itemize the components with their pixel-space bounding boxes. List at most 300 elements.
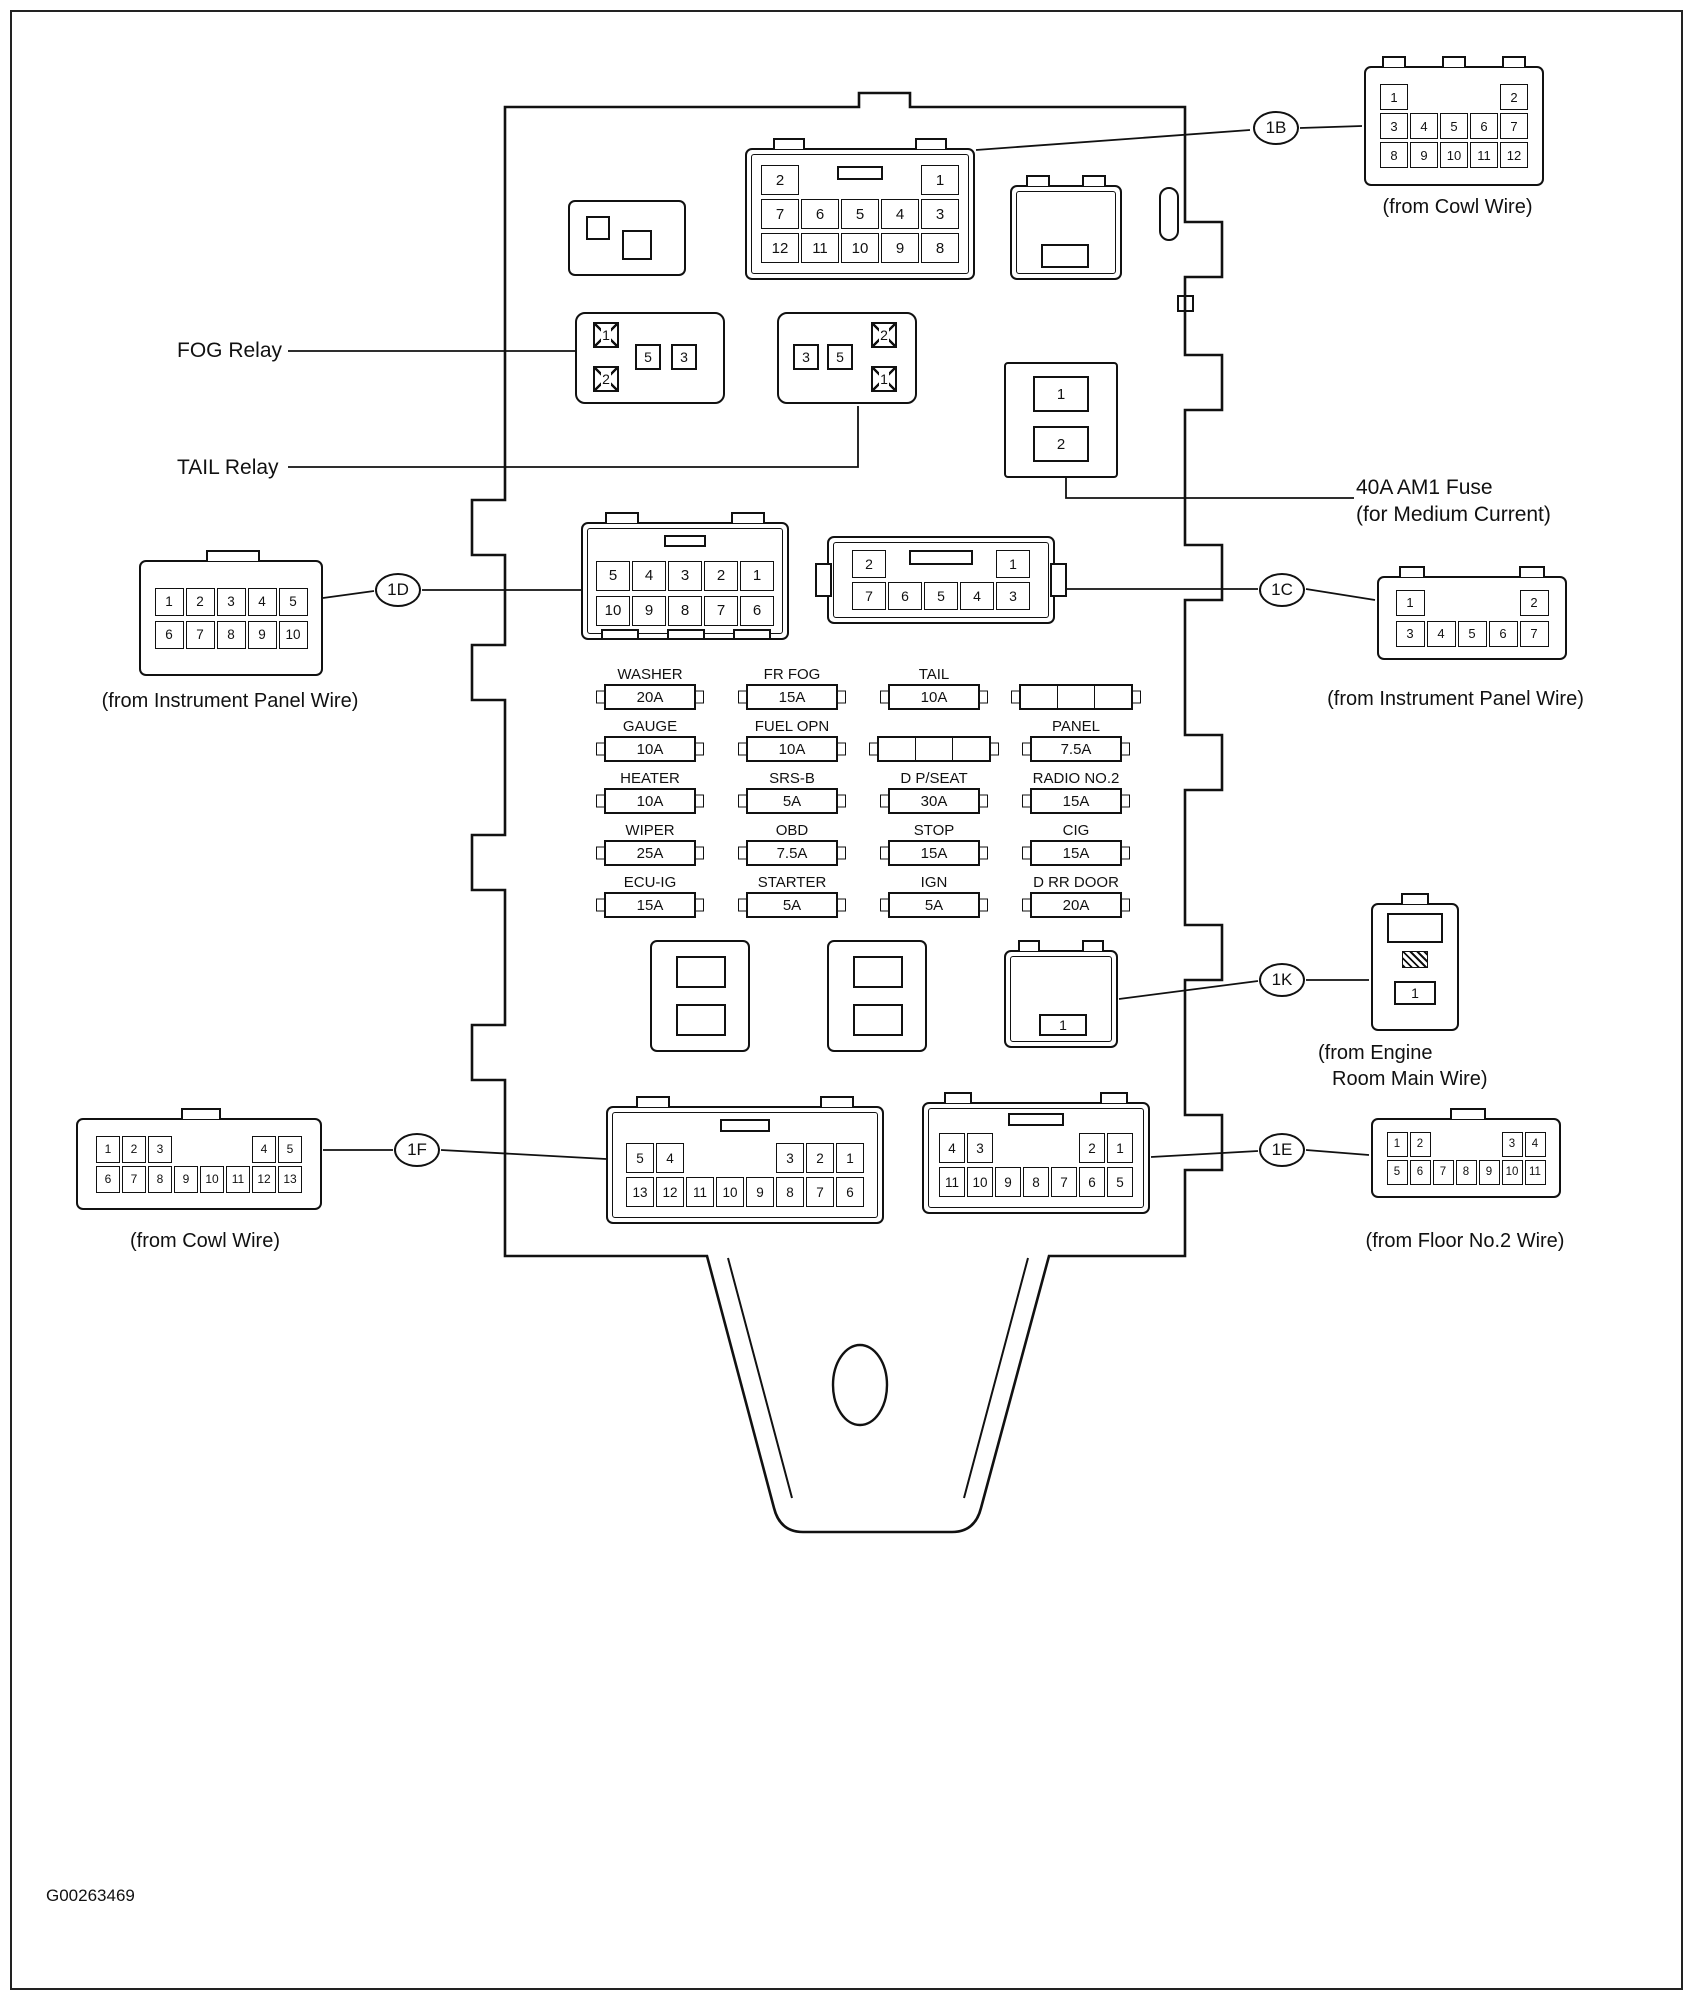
connector-tab — [1018, 940, 1040, 951]
fuse-name — [932, 718, 936, 736]
pin-cell: 1 — [996, 550, 1030, 578]
fuse-amp: 5A — [888, 892, 980, 918]
fuse-cell — [746, 822, 838, 866]
fuse-amp: 7.5A — [1030, 736, 1122, 762]
pin-grid — [614, 1134, 876, 1216]
callout-1e: 1E — [1259, 1133, 1305, 1167]
plug-hatch-detail — [1402, 951, 1428, 968]
pin-gap — [174, 1136, 198, 1163]
pin-row — [96, 1136, 302, 1163]
fuse-blank-segment — [1057, 686, 1094, 708]
leader-1d — [323, 591, 374, 598]
fuse-blank-segment — [915, 738, 952, 760]
fuse-cell — [604, 822, 696, 866]
connector-tab — [1502, 56, 1526, 67]
fuse-blank-segment — [1021, 686, 1057, 708]
connector-main-mid-right — [827, 536, 1055, 624]
pin-gap — [226, 1136, 250, 1163]
connector-tab — [1100, 1092, 1128, 1103]
pin-cell: 2 — [122, 1136, 146, 1163]
pin-cell: 4 — [1410, 113, 1438, 139]
trapezoid-inner-line — [728, 1258, 792, 1498]
fuse-name: FUEL OPN — [754, 718, 830, 735]
caption-cowl-wire-top: (from Cowl Wire) — [1382, 196, 1533, 218]
pin-cell: 6 — [888, 582, 922, 610]
plug-cavity — [1387, 913, 1443, 943]
connector-tab — [1519, 566, 1545, 577]
connector-tab — [944, 1092, 972, 1103]
fuse-cell — [604, 874, 696, 918]
pin-cell: 4 — [960, 582, 994, 610]
connector-main-bottom-left — [606, 1106, 884, 1224]
fuse-blank-segment — [1094, 686, 1131, 708]
fuse-amp: 20A — [1030, 892, 1122, 918]
pin-cell: 6 — [96, 1166, 120, 1193]
pin-cell: 1 — [1380, 84, 1408, 110]
pin-cell: 9 — [174, 1166, 198, 1193]
pin-gap — [1458, 590, 1487, 616]
fuse-cell — [746, 770, 838, 814]
connector-1f-plug — [76, 1118, 322, 1210]
pin-cell: 4 — [1427, 621, 1456, 647]
fuse-name — [1074, 666, 1078, 684]
am1-fuse-block — [1004, 362, 1118, 478]
pin-cell: 13 — [626, 1177, 654, 1207]
fuse-amp: 30A — [888, 788, 980, 814]
fuse-amp: 20A — [604, 684, 696, 710]
leader-1e — [1306, 1150, 1369, 1155]
fuse-name: SRS-B — [769, 770, 815, 787]
connector-1b-plug — [1364, 66, 1544, 186]
relay-pin: 5 — [635, 344, 661, 370]
pin-cell: 2 — [186, 588, 215, 616]
connector-latch — [664, 535, 706, 547]
pin-cell: 5 — [1458, 621, 1487, 647]
pin-cell: 6 — [836, 1177, 864, 1207]
pin-gap — [801, 165, 839, 195]
fuse-grid — [579, 666, 1147, 926]
connector-top-right-socket — [1010, 185, 1122, 280]
pin-cell: 1 — [155, 588, 184, 616]
socket-cavity — [853, 1004, 903, 1036]
pin-row — [939, 1133, 1133, 1163]
pin-cell: 5 — [596, 561, 630, 591]
relay-pin: 2 — [593, 366, 619, 392]
relay-socket-a — [650, 940, 750, 1052]
pin-cell: 3 — [1396, 621, 1425, 647]
pin-cell: 7 — [1051, 1167, 1077, 1197]
pin-cell: 7 — [122, 1166, 146, 1193]
pin-cell: 9 — [248, 621, 277, 649]
pin-cell: 9 — [881, 233, 919, 263]
fuse-cell — [604, 770, 696, 814]
pin-row — [596, 561, 774, 591]
connector-tab — [1382, 56, 1406, 67]
fuse-cell — [604, 718, 696, 762]
pin-cell: 3 — [668, 561, 702, 591]
pin-cell: 3 — [967, 1133, 993, 1163]
pin-cell: 4 — [939, 1133, 965, 1163]
fuse-cell — [1030, 718, 1122, 762]
fuse-name: WIPER — [625, 822, 675, 839]
fuse-name: D P/SEAT — [900, 770, 968, 787]
connector-tab — [206, 550, 260, 561]
pin-cell: 10 — [716, 1177, 744, 1207]
am1-fuse-cavity: 2 — [1033, 426, 1089, 462]
pin-cell: 7 — [761, 199, 799, 229]
pin-cell: 1 — [1107, 1133, 1133, 1163]
fuse-name: PANEL — [1051, 718, 1101, 735]
pin-cell: 3 — [1380, 113, 1408, 139]
pin-cell: 8 — [1023, 1167, 1049, 1197]
pin-cell: 8 — [217, 621, 246, 649]
pin-cell: 5 — [1107, 1167, 1133, 1197]
pin-cell: 5 — [279, 588, 308, 616]
connector-1d-plug — [139, 560, 323, 676]
pin-cell: 1 — [921, 165, 959, 195]
pin-gap — [1051, 1133, 1077, 1163]
pin-cell: 5 — [841, 199, 879, 229]
fuse-name: TAIL — [918, 666, 950, 683]
pin-cell: 4 — [248, 588, 277, 616]
pin-cell: 3 — [921, 199, 959, 229]
pin-cell: 4 — [252, 1136, 276, 1163]
connector-tab — [1082, 940, 1104, 951]
fuse-name: STOP — [913, 822, 955, 839]
fuse-name: ECU-IG — [623, 874, 677, 891]
pin-cell: 2 — [1520, 590, 1549, 616]
callout-1k: 1K — [1259, 963, 1305, 997]
fuse-cell — [1030, 874, 1122, 918]
pin-cell: 11 — [686, 1177, 714, 1207]
tail-relay — [777, 312, 917, 404]
connector-tab — [636, 1096, 670, 1107]
fuse-amp: 5A — [746, 892, 838, 918]
pin-gap — [1440, 84, 1468, 110]
pin-gap — [1470, 84, 1498, 110]
pin-grid — [1385, 584, 1559, 652]
pin-row — [939, 1167, 1133, 1197]
pin-cell: 10 — [841, 233, 879, 263]
pin-gap — [1479, 1132, 1500, 1157]
fuse-name: CIG — [1062, 822, 1090, 839]
connector-1c-plug — [1377, 576, 1567, 660]
fuse-name: FR FOG — [763, 666, 821, 683]
pin-cell: 5 — [626, 1143, 654, 1173]
pin-row — [1396, 621, 1549, 647]
pin-gap — [746, 1143, 774, 1173]
pin-cell: 12 — [1500, 142, 1528, 168]
pin-cell: 6 — [1079, 1167, 1105, 1197]
callout-1d: 1D — [375, 573, 421, 607]
pin-cell: 6 — [155, 621, 184, 649]
fuse-name: IGN — [920, 874, 948, 891]
fuse-amp: 15A — [1030, 788, 1122, 814]
pin-cell: 12 — [761, 233, 799, 263]
pin-row — [596, 596, 774, 626]
pin-cell: 5 — [1387, 1160, 1408, 1185]
connector-tab — [820, 1096, 854, 1107]
edge-slot — [1160, 188, 1178, 240]
socket-cavity — [622, 230, 652, 260]
pin-gap — [881, 165, 919, 195]
caption-instrument-panel-left: (from Instrument Panel Wire) — [101, 690, 359, 712]
socket-pin: 1 — [1039, 1014, 1087, 1036]
callout-1c: 1C — [1259, 573, 1305, 607]
pin-gap — [1456, 1132, 1477, 1157]
pin-row — [1396, 590, 1549, 616]
pin-cell: 2 — [852, 550, 886, 578]
pin-cell: 7 — [1433, 1160, 1454, 1185]
pin-row — [1380, 113, 1528, 139]
pin-cell: 7 — [186, 621, 215, 649]
connector-tab — [1401, 893, 1429, 904]
connector-tab — [605, 512, 639, 523]
fuse-cell — [1030, 822, 1122, 866]
relay-pin: 2 — [871, 322, 897, 348]
fuse-name: GAUGE — [622, 718, 678, 735]
pin-cell: 10 — [596, 596, 630, 626]
fuse-amp: 7.5A — [746, 840, 838, 866]
connector-1k-plug — [1371, 903, 1459, 1031]
fuse-name: WASHER — [617, 666, 683, 683]
pin-cell: 9 — [746, 1177, 774, 1207]
pin-cell: 7 — [704, 596, 738, 626]
fuse-blank-segment — [952, 738, 989, 760]
pin-row — [852, 582, 1030, 610]
pin-cell: 1 — [1396, 590, 1425, 616]
pin-cell: 12 — [252, 1166, 276, 1193]
pin-gap — [995, 1133, 1021, 1163]
fuse-amp: 5A — [746, 788, 838, 814]
relay-pin: 3 — [671, 344, 697, 370]
pin-cell: 11 — [1470, 142, 1498, 168]
pin-cell: 1 — [740, 561, 774, 591]
fuse-cell — [1030, 770, 1122, 814]
pin-cell: 8 — [148, 1166, 172, 1193]
pin-cell: 1 — [1387, 1132, 1408, 1157]
pin-cell: 9 — [995, 1167, 1021, 1197]
fuse-amp: 10A — [604, 736, 696, 762]
pin-cell: 2 — [761, 165, 799, 195]
connector-main-bottom-right — [922, 1102, 1150, 1214]
label-am1-line1: 40A AM1 Fuse — [1356, 476, 1493, 499]
fog-relay — [575, 312, 725, 404]
pin-cell: 8 — [776, 1177, 804, 1207]
leader-1c — [1306, 589, 1375, 600]
fuse-amp: 15A — [888, 840, 980, 866]
pin-cell: 4 — [656, 1143, 684, 1173]
pin-cell: 3 — [996, 582, 1030, 610]
leader-1b — [1300, 126, 1362, 128]
pin-cell: 3 — [148, 1136, 172, 1163]
pin-row — [761, 199, 959, 229]
relay-socket-b — [827, 940, 927, 1052]
pin-row — [1380, 142, 1528, 168]
fuse-amp: 15A — [604, 892, 696, 918]
pin-gap — [686, 1143, 714, 1173]
pin-cell: 8 — [1456, 1160, 1477, 1185]
pin-row — [761, 233, 959, 263]
pin-cell: 1 — [96, 1136, 120, 1163]
connector-tab — [731, 512, 765, 523]
fuse-cell — [746, 718, 838, 762]
pin-cell: 8 — [668, 596, 702, 626]
pin-cell: 10 — [279, 621, 308, 649]
connector-1k-socket — [1004, 950, 1118, 1048]
connector-top-left-small — [568, 200, 686, 276]
pin-cell: 11 — [226, 1166, 250, 1193]
pin-gap — [200, 1136, 224, 1163]
fuse-amp: 10A — [604, 788, 696, 814]
fuse-amp: 15A — [746, 684, 838, 710]
pin-grid — [84, 1126, 314, 1202]
fuse-cell — [888, 666, 980, 710]
label-fog-relay: FOG Relay — [177, 339, 283, 362]
connector-tab — [915, 138, 947, 149]
socket-cavity — [586, 216, 610, 240]
pin-cell: 6 — [740, 596, 774, 626]
connector-main-top — [745, 148, 975, 280]
connector-tab — [1399, 566, 1425, 577]
relay-pin: 5 — [827, 344, 853, 370]
fuse-amp: 10A — [888, 684, 980, 710]
figure-code: G00263469 — [46, 1886, 135, 1905]
fuse-cell — [888, 770, 980, 814]
pin-cell: 10 — [1440, 142, 1468, 168]
pin-cell: 2 — [704, 561, 738, 591]
pin-cell: 7 — [806, 1177, 834, 1207]
pin-cell: 6 — [1410, 1160, 1431, 1185]
fuse-name: STARTER — [757, 874, 827, 891]
connector-tab — [1026, 175, 1050, 186]
pin-cell: 9 — [1410, 142, 1438, 168]
pin-cell: 2 — [1500, 84, 1528, 110]
socket-cavity — [676, 1004, 726, 1036]
fuse-name: OBD — [775, 822, 809, 839]
connector-tab — [1442, 56, 1466, 67]
pin-cell: 2 — [1410, 1132, 1431, 1157]
fuse-cell — [746, 666, 838, 710]
pin-cell: 5 — [278, 1136, 302, 1163]
fuse-blank — [1019, 684, 1133, 710]
caption-instrument-panel-right: (from Instrument Panel Wire) — [1327, 688, 1584, 710]
label-am1-line2: (for Medium Current) — [1356, 503, 1551, 526]
connector-wing — [1050, 563, 1067, 597]
pin-cell: 3 — [217, 588, 246, 616]
caption-floor-no2: (from Floor No.2 Wire) — [1365, 1230, 1565, 1252]
connector-latch — [720, 1119, 770, 1132]
leader-1f — [441, 1150, 606, 1159]
pin-cell: 8 — [921, 233, 959, 263]
plug-pin: 1 — [1394, 981, 1436, 1005]
pin-gap — [1427, 590, 1456, 616]
connector-latch — [837, 166, 883, 180]
pin-cell: 5 — [924, 582, 958, 610]
fuse-amp: 25A — [604, 840, 696, 866]
pin-row — [155, 588, 308, 616]
pin-row — [626, 1143, 864, 1173]
fuse-cell — [888, 822, 980, 866]
pin-gap — [1023, 1133, 1049, 1163]
caption-engine-room-line2: Room Main Wire) — [1332, 1068, 1488, 1090]
pin-cell: 9 — [1479, 1160, 1500, 1185]
pin-cell: 5 — [1440, 113, 1468, 139]
caption-engine-room — [1318, 1040, 1488, 1092]
leader-1e — [1151, 1151, 1258, 1157]
relay-pin: 1 — [871, 366, 897, 392]
pin-cell: 3 — [776, 1143, 804, 1173]
fuse-blank-segment — [879, 738, 915, 760]
pin-cell: 10 — [200, 1166, 224, 1193]
leader-am1-fuse — [1066, 478, 1354, 498]
socket-cavity — [1041, 244, 1089, 268]
relay-pin: 3 — [793, 344, 819, 370]
connector-tab — [1082, 175, 1106, 186]
fuse-amp: 15A — [1030, 840, 1122, 866]
fuse-cell — [888, 874, 980, 918]
pin-cell: 11 — [801, 233, 839, 263]
pin-grid — [589, 554, 781, 632]
fuse-amp: 10A — [746, 736, 838, 762]
pin-cell: 4 — [881, 199, 919, 229]
connector-tab — [1450, 1108, 1486, 1119]
fuse-cell — [604, 666, 696, 710]
connector-main-mid-left — [581, 522, 789, 640]
trapezoid-inner-line — [964, 1258, 1028, 1498]
socket-cavity — [676, 956, 726, 988]
pin-grid — [1372, 74, 1536, 178]
pin-cell: 10 — [967, 1167, 993, 1197]
pin-row — [96, 1166, 302, 1193]
leader-1b — [976, 130, 1250, 150]
fuse-name: RADIO NO.2 — [1032, 770, 1120, 787]
pin-grid — [930, 1124, 1142, 1206]
fuse-name: HEATER — [620, 770, 680, 787]
pin-cell: 3 — [1502, 1132, 1523, 1157]
caption-engine-room-line1: (from Engine — [1318, 1042, 1433, 1064]
callout-1b: 1B — [1253, 111, 1299, 145]
pin-cell: 6 — [1489, 621, 1518, 647]
pin-gap — [716, 1143, 744, 1173]
pin-cell: 2 — [1079, 1133, 1105, 1163]
connector-1e-plug — [1371, 1118, 1561, 1198]
pin-grid — [1379, 1126, 1553, 1190]
caption-cowl-wire-bottom: (from Cowl Wire) — [130, 1230, 280, 1252]
pin-cell: 4 — [632, 561, 666, 591]
pin-cell: 10 — [1502, 1160, 1523, 1185]
pin-cell: 13 — [278, 1166, 302, 1193]
relay-pin: 1 — [593, 322, 619, 348]
label-am1-fuse — [1356, 474, 1551, 528]
pin-cell: 8 — [1380, 142, 1408, 168]
pin-gap — [1433, 1132, 1454, 1157]
pin-cell: 7 — [1520, 621, 1549, 647]
pin-cell: 11 — [1525, 1160, 1546, 1185]
leader-1k — [1119, 981, 1258, 999]
fuse-blank — [877, 736, 991, 762]
callout-1f: 1F — [394, 1133, 440, 1167]
mounting-slot — [833, 1345, 887, 1425]
pin-row — [1380, 84, 1528, 110]
pin-grid — [147, 568, 315, 668]
pin-gap — [1489, 590, 1518, 616]
connector-wing — [815, 563, 832, 597]
connector-tab — [181, 1108, 221, 1119]
pin-cell: 7 — [1500, 113, 1528, 139]
fuse-cell — [877, 718, 991, 762]
connector-tab — [773, 138, 805, 149]
